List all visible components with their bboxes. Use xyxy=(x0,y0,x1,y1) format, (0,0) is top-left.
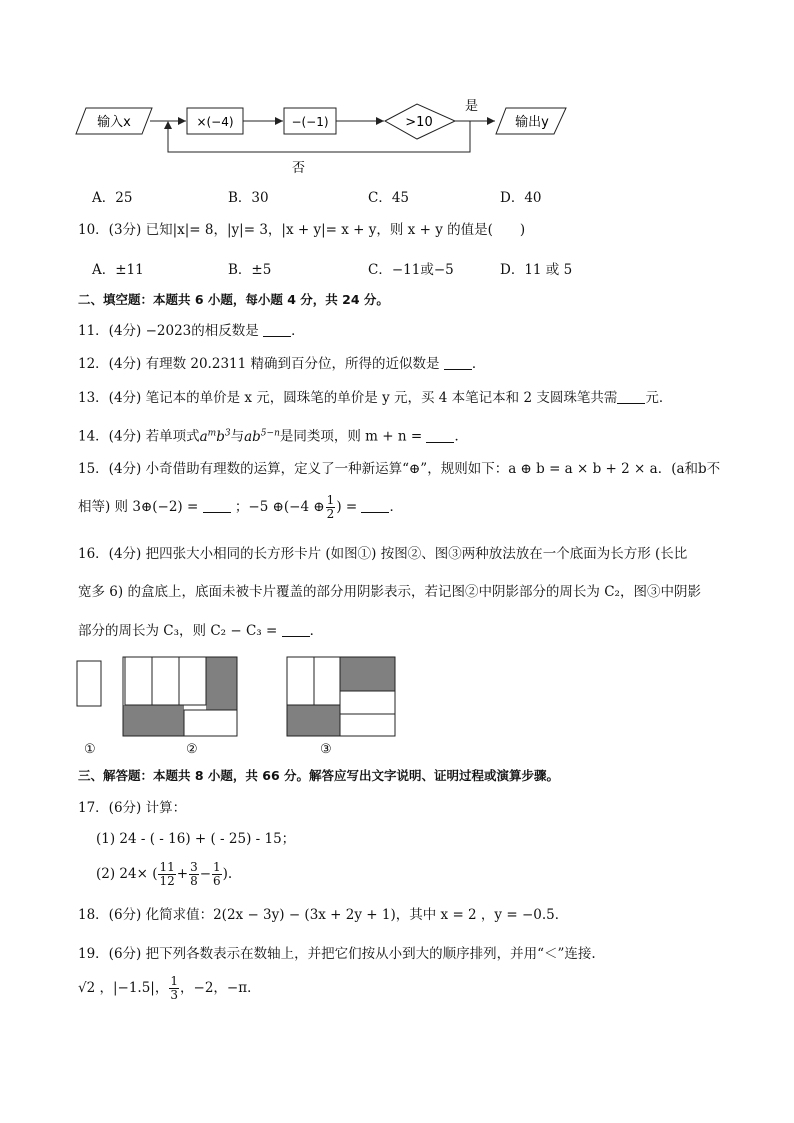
q9-option-c: C．45 xyxy=(368,190,410,206)
fraction: $\frac{1}{3}$ xyxy=(170,974,179,1002)
figure-3-label: ③ xyxy=(320,742,332,757)
input-label: 输入x xyxy=(97,115,131,130)
q10-conditions: |x|= 8，|y|= 3，|x + y|= x + y xyxy=(172,222,377,238)
figure-1-card xyxy=(76,660,104,710)
condition-label: >10 xyxy=(405,115,433,130)
q10-option-c: C．−11或−5 xyxy=(368,262,454,278)
fraction: $\frac{1}{6}$ xyxy=(213,860,221,888)
q17-part2: (2) 24× ( $\frac{11}{12}$ + $\frac{3}{8}$ − $\frac{1}{6}$ ). xyxy=(96,860,233,888)
q9-option-b: B．30 xyxy=(228,190,269,206)
figure-3 xyxy=(286,656,398,738)
q12: 12．(4分) 有理数 20.2311 精确到百分位，所得的近似数是 ． xyxy=(78,356,486,372)
q17-title: 17．(6分) 计算： xyxy=(78,800,187,816)
section-3-heading: 三、解答题：本题共 8 小题，共 66 分。解答应写出文字说明、证明过程或演算步骤。 xyxy=(78,768,560,783)
answer-blank[interactable] xyxy=(426,429,454,443)
q19-numbers: √2 ，|−1.5|， $\frac{1}{3}$ ，−2，−π． xyxy=(78,974,261,1002)
no-label: 否 xyxy=(292,161,306,176)
answer-blank[interactable] xyxy=(263,323,291,337)
q13: 13．(4分) 笔记本的单价是 x 元，圆珠笔的单价是 y 元，买 4 本笔记本和 2 支圆珠笔共需 元． xyxy=(78,390,673,406)
q9-option-a: A．25 xyxy=(92,190,133,206)
q16-line2: 宽多 6) 的盒底上，底面未被卡片覆盖的部分用阴影表示，若记图②中阴影部分的周长为 C₂，图③中阴影 xyxy=(78,584,701,600)
q19-line1: 19．(6分) 把下列各数表示在数轴上，并把它们按从小到大的顺序排列，并用“＜”连接. xyxy=(78,946,596,962)
answer-blank[interactable] xyxy=(203,499,231,513)
output-label: 输出y xyxy=(515,115,549,130)
q10-option-b: B．±5 xyxy=(228,262,272,278)
q9-option-d: D．40 xyxy=(500,190,542,206)
flowchart xyxy=(72,96,582,178)
answer-blank[interactable] xyxy=(282,623,310,637)
op1-label: ×(−4) xyxy=(196,115,234,129)
q16-line1: 16．(4分) 把四张大小相同的长方形卡片 (如图①) 按图②、图③两种放法放在一个底面为长方形 (长比 xyxy=(78,546,688,562)
section-2-heading: 二、填空题：本题共 6 小题，每小题 4 分，共 24 分。 xyxy=(78,292,389,307)
figure-1-label: ① xyxy=(84,742,96,757)
q15-line1: 15．(4分) 小奇借助有理数的运算，定义了一种新运算“⊕”，规则如下：a ⊕ b = a × b + 2 × a．(a和b不 xyxy=(78,461,721,477)
q15-line2: 相等) 则 3⊕(−2) = ；−5 ⊕(−4 ⊕ $\frac{1}{2}$ ) = ． xyxy=(78,493,403,521)
q11: 11．(4分) −2023的相反数是 ． xyxy=(78,323,305,339)
q18: 18．(6分) 化简求值：2(2x − 3y) − (3x + 2y + 1)，其中 x = 2 ，y = −0.5． xyxy=(78,907,569,923)
op2-label: −(−1) xyxy=(291,115,329,129)
q17-part1: (1) 24 - ( - 16) + ( - 25) - 15； xyxy=(96,831,296,847)
q10-question: 10．(3分) 已知|x|= 8，|y|= 3，|x + y|= x + y，则 x + y 的值是( ) xyxy=(78,222,526,238)
q16-line3: 部分的周长为 C₃，则 C₂ − C₃ = ． xyxy=(78,623,324,639)
answer-blank[interactable] xyxy=(617,390,645,404)
answer-blank[interactable] xyxy=(444,356,472,370)
fraction: $\frac{1}{2}$ xyxy=(326,493,335,521)
q14: 14．(4分) 若单项式$a^mb^3$与$ab^{5-n}$是同类项，则 m + n = ． xyxy=(78,428,468,445)
yes-label: 是 xyxy=(465,99,479,114)
q10-option-a: A．±11 xyxy=(92,262,144,278)
figure-2-label: ② xyxy=(186,742,198,757)
figure-2 xyxy=(122,656,240,738)
q10-option-d: D．11 或 5 xyxy=(500,262,573,278)
fraction: $\frac{3}{8}$ xyxy=(190,860,198,888)
fraction: $\frac{11}{12}$ xyxy=(159,860,175,888)
answer-blank[interactable] xyxy=(361,499,389,513)
